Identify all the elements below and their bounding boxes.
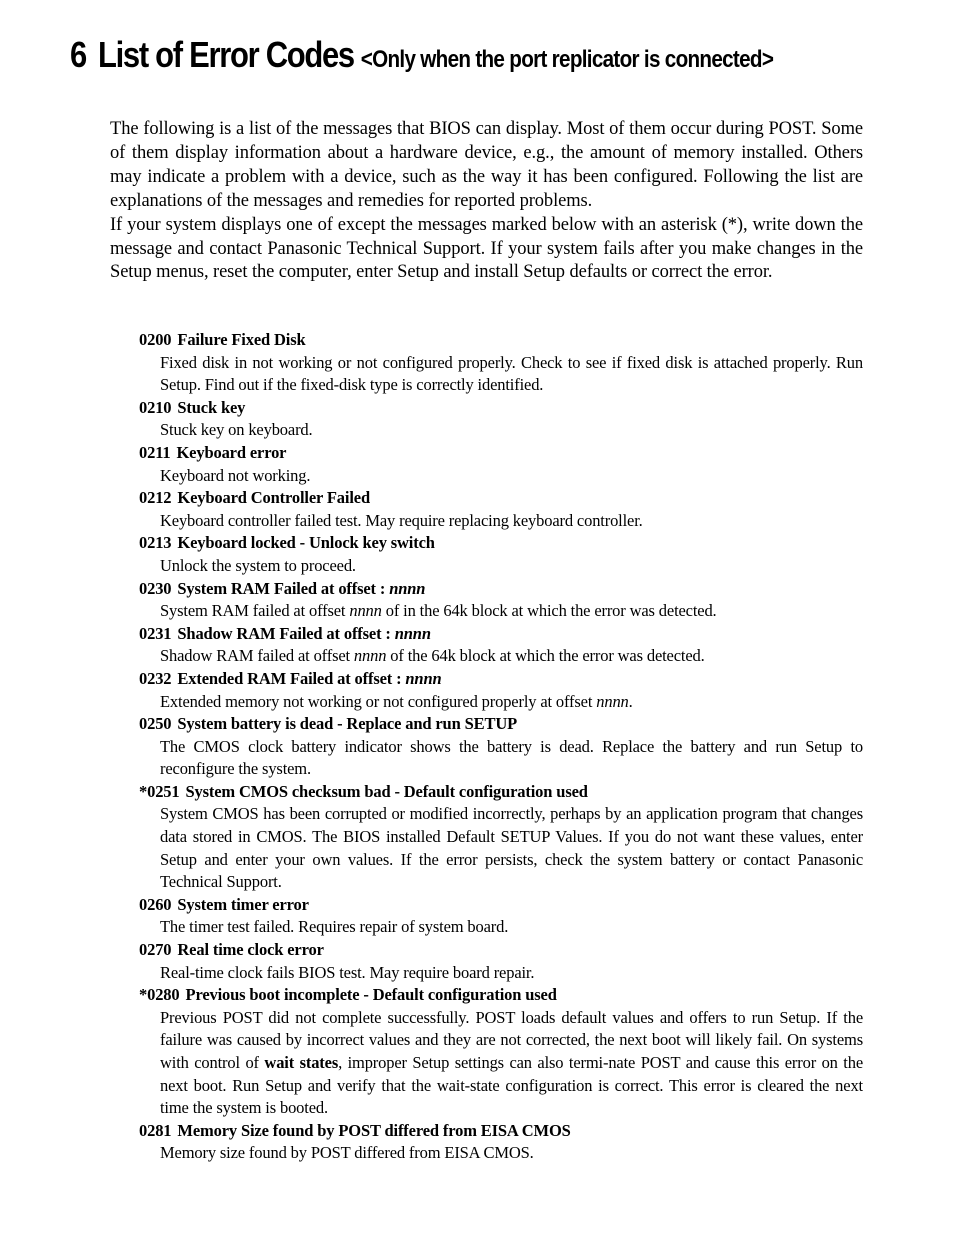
error-name: System CMOS checksum bad - Default configuration used <box>185 781 588 801</box>
error-description: Fixed disk in not working or not configured properly. Check to see if fixed disk is attached properly. Run Setup. Find out if the fixed-disk type is correctly identified. <box>160 352 863 395</box>
error-name: System battery is dead - Replace and run SETUP <box>177 714 518 734</box>
error-title <box>139 623 863 646</box>
error-name: Extended RAM Failed at offset : <box>177 668 406 688</box>
error-description: Stuck key on keyboard. <box>160 420 313 440</box>
error-title <box>139 329 863 352</box>
error-description <box>160 600 863 623</box>
error-title <box>139 713 863 736</box>
error-description: The timer test failed. Requires repair of system board. <box>160 917 509 937</box>
intro-paragraph-2: If your system displays one of except the messages marked below with an asterisk (*), write down the message and contact Panasonic Technical Support. If your system fails after you make changes in the Setup menus, reset the computer, enter Setup and install Setup defaults or correct the error. <box>110 214 863 283</box>
intro-text <box>110 118 863 285</box>
error-name: System RAM Failed at offset : <box>177 578 390 598</box>
error-name: Stuck key <box>177 397 246 417</box>
error-code: *0251 <box>139 781 180 801</box>
offset-variable: nnnn <box>389 578 426 598</box>
error-title <box>139 397 863 420</box>
error-code: 0260 <box>139 894 172 914</box>
description-text: Shadow RAM failed at offset <box>160 646 354 666</box>
error-name: Previous boot incomplete - Default configuration used <box>185 985 557 1005</box>
error-code: 0281 <box>139 1120 172 1140</box>
error-code: *0280 <box>139 985 180 1005</box>
error-code: 0212 <box>139 488 172 508</box>
section-title: List of Error Codes <box>97 34 354 75</box>
description-text: Previous POST did not complete successfully. POST loads default values and offers to run Setup. If the failure was caused by incorrect values and they are not corrected, the next boot will likely fail. On systems with control of <box>160 1007 863 1072</box>
error-title <box>139 1120 863 1143</box>
error-name: Keyboard error <box>176 442 287 462</box>
error-description: Real-time clock fails BIOS test. May require board repair. <box>160 962 535 982</box>
error-title <box>139 984 863 1007</box>
error-name: Failure Fixed Disk <box>177 330 306 349</box>
offset-variable: nnnn <box>353 646 387 666</box>
description-text: of in the 64k block at which the error was detected. <box>381 601 717 621</box>
error-entry-0250 <box>139 713 863 781</box>
offset-variable: nnnn <box>405 668 442 688</box>
error-name: Keyboard locked - Unlock key switch <box>177 533 435 553</box>
error-code: 0230 <box>139 578 172 598</box>
error-entry-0232 <box>139 668 863 713</box>
error-description: System CMOS has been corrupted or modified incorrectly, perhaps by an application program that changes data stored in CMOS. The BIOS installed Default SETUP Values. If you do not want these values, enter Setup and enter your own values. If the error persists, check the system battery or contact Panasonic Technical Support. <box>160 804 863 892</box>
error-entry-0211 <box>139 442 863 487</box>
error-description <box>160 1007 863 1120</box>
error-entry-0251 <box>139 781 863 894</box>
error-code: 0270 <box>139 940 172 960</box>
error-description: The CMOS clock battery indicator shows the battery is dead. Replace the battery and run Setup to reconfigure the system. <box>160 736 863 779</box>
error-name: System timer error <box>177 894 309 914</box>
error-code: 0231 <box>139 623 172 643</box>
description-text: of the 64k block at which the error was detected. <box>386 646 705 666</box>
error-entry-0231 <box>139 623 863 668</box>
error-entry-0230 <box>139 578 863 623</box>
error-name: Memory Size found by POST differed from EISA CMOS <box>177 1120 571 1140</box>
error-title <box>139 578 863 601</box>
error-code: 0210 <box>139 397 172 417</box>
error-entry-0200 <box>139 329 863 397</box>
error-description: Keyboard controller failed test. May require replacing keyboard controller. <box>160 510 643 530</box>
error-code-list <box>139 329 863 1165</box>
error-entry-0280 <box>139 984 863 1120</box>
error-name: Real time clock error <box>177 940 324 960</box>
section-number: 6 <box>70 34 86 75</box>
error-description: Unlock the system to proceed. <box>160 555 356 575</box>
error-name: Keyboard Controller Failed <box>177 488 370 508</box>
error-description: Memory size found by POST differed from EISA CMOS. <box>160 1143 534 1163</box>
error-name: Shadow RAM Failed at offset : <box>177 623 395 643</box>
error-code: 0250 <box>139 714 172 734</box>
offset-variable: nnnn <box>394 623 431 643</box>
error-entry-0270 <box>139 939 863 984</box>
error-entry-0281 <box>139 1120 863 1165</box>
error-title <box>139 487 863 510</box>
error-description: Keyboard not working. <box>160 465 311 485</box>
error-title <box>139 939 863 962</box>
intro-paragraph-1: The following is a list of the messages that BIOS can display. Most of them occur during POST. Some of them display information about a hardware device, e.g., the amount of memory installed. Others may indicate a problem with a device, such as the way it has been configured. Following the list are explanations of the messages and remedies for reported problems. <box>110 119 863 211</box>
error-code: 0213 <box>139 533 172 553</box>
error-description <box>160 645 863 668</box>
section-subtitle: <Only when the port replicator is connected> <box>360 46 774 73</box>
offset-variable: nnnn <box>596 691 629 711</box>
error-title <box>139 894 863 917</box>
error-code: 0232 <box>139 668 172 688</box>
error-description <box>160 691 863 714</box>
error-entry-0260 <box>139 894 863 939</box>
description-text: , improper Setup settings can also termi-nate POST and cause this error on the next boot. Run Setup and verify that the wait-state configuration is correct. This error is cleared the next time the system is booted. <box>160 1053 863 1118</box>
error-title <box>139 442 863 465</box>
error-entry-0210 <box>139 397 863 442</box>
error-code: 0200 <box>139 330 172 349</box>
error-code: 0211 <box>139 442 171 462</box>
error-entry-0213 <box>139 532 863 577</box>
error-title <box>139 781 863 804</box>
section-heading <box>70 34 810 76</box>
error-title <box>139 532 863 555</box>
error-entry-0212 <box>139 487 863 532</box>
offset-variable: nnnn <box>349 601 382 621</box>
wait-states-term: wait states <box>264 1053 339 1072</box>
description-text: . <box>628 691 633 711</box>
description-text: System RAM failed at offset <box>160 601 350 621</box>
description-text: Extended memory not working or not configured properly at offset <box>160 691 597 711</box>
error-title <box>139 668 863 691</box>
